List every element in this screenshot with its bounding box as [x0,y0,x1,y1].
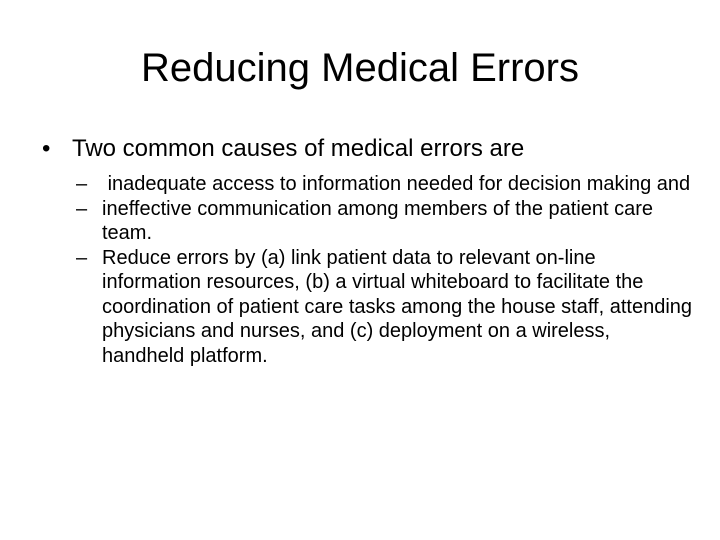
sub-bullet-item [76,172,696,197]
dash-marker: – [76,173,88,195]
dash-marker: – [76,197,88,220]
sub-bullet-text: inadequate access to information needed for decision making and [102,173,691,195]
bullet-text: Two common causes of medical errors are [72,135,525,162]
sub-bullet-text: ineffective communication among members of the patient care team. [102,197,654,244]
sub-bullet-item [76,197,696,246]
sub-bullet-text: Reduce errors by (a) link patient data to relevant on-line information resources, (b) a virtual whiteboard to facilitate the coordination of patient care tasks among the house staff, attending physicians and nurses, and (c) deployment on a wireless, handheld platform. [102,246,693,367]
sub-bullet-item [76,246,696,369]
dash-marker: – [76,246,88,269]
bullet-marker: • [42,135,51,162]
sub-bullet-list [76,172,696,368]
slide-title: Reducing Medical Errors [141,46,579,90]
